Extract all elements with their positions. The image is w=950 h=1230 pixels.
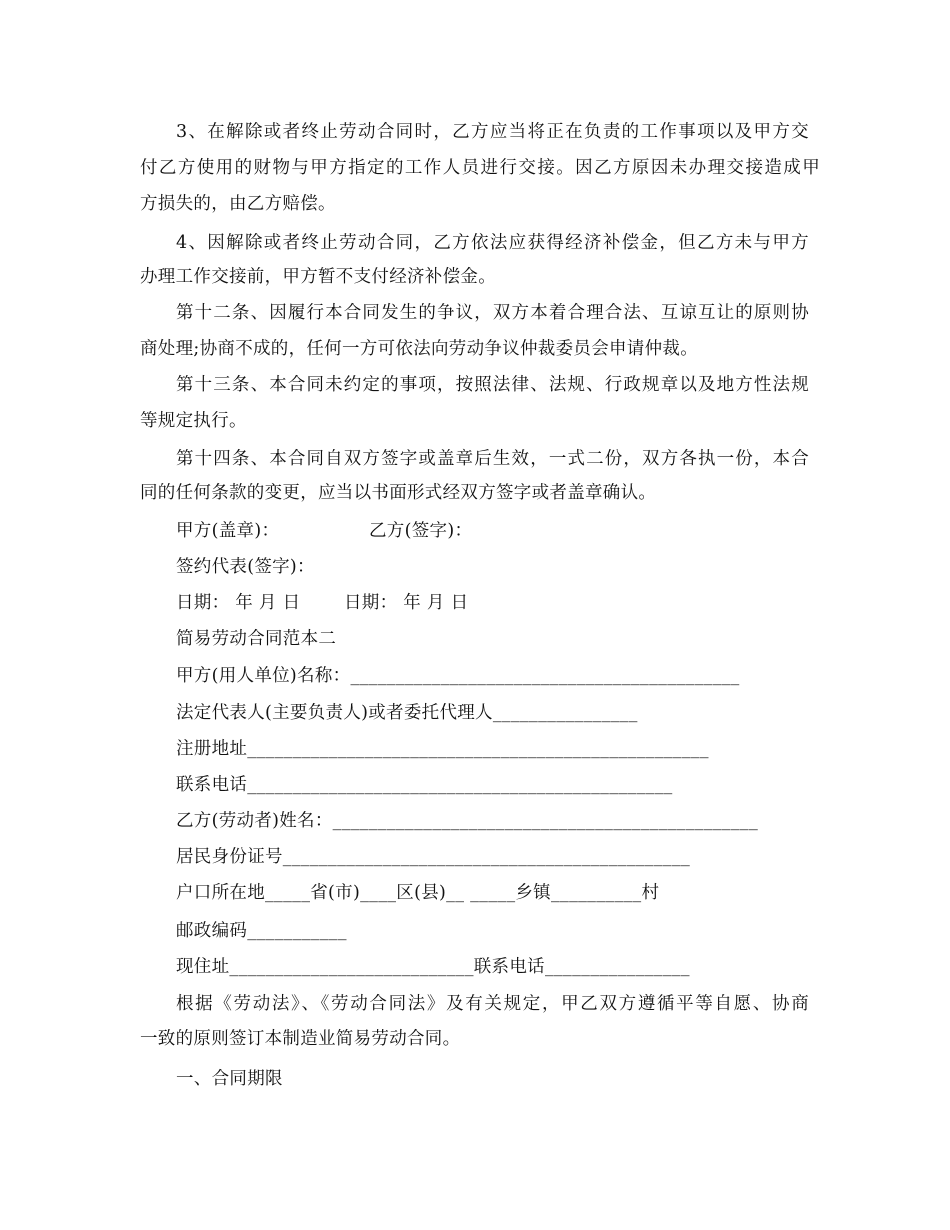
party-b-sign-label: 乙方(签字)： [369, 521, 473, 541]
legal-representative-field: 法定代表人(主要负责人)或者委托代理人________________ [176, 703, 638, 723]
paragraph-line: 一致的原则签订本制造业简易劳动合同。 [140, 1029, 461, 1049]
paragraph-line: 等规定执行。 [140, 411, 247, 431]
postal-code-field: 邮政编码___________ [176, 921, 347, 941]
employer-name-field: 甲方(用人单位)名称：___________________________________________ [176, 666, 740, 686]
paragraph-line: 商处理;协商不成的，任何一方可依法向劳动争议仲裁委员会申请仲裁。 [140, 339, 698, 359]
representative-sign-label: 签约代表(签字)： [176, 557, 315, 577]
paragraph-line: 第十二条、因履行本合同发生的争议，双方本着合理合法、互谅互让的原则协 [176, 303, 809, 323]
employer-phone-field: 联系电话_______________________________________________ [176, 775, 673, 795]
paragraph-line: 第十四条、本合同自双方签字或盖章后生效，一式二份，双方各执一份，本合 [176, 449, 809, 469]
paragraph-line: 同的任何条款的变更，应当以书面形式经双方签字或者盖章确认。 [140, 483, 657, 503]
paragraph-line: 方损失的，由乙方赔偿。 [140, 194, 336, 214]
id-number-field: 居民身份证号_____________________________________________ [176, 847, 691, 867]
party-a-seal-label: 甲方(盖章)： [176, 521, 280, 541]
date-b-label: 日期： 年 月 日 [344, 593, 469, 613]
paragraph-line: 3、在解除或者终止劳动合同时，乙方应当将正在负责的工作事项以及甲方交 [176, 122, 809, 142]
employee-name-field: 乙方(劳动者)姓名：_______________________________________________ [176, 811, 759, 831]
paragraph-line: 第十三条、本合同未约定的事项，按照法律、法规、行政规章以及地方性法规 [176, 375, 809, 395]
hukou-location-field: 户口所在地_____省(市)____区(县)__ _____乡镇__________村 [176, 883, 660, 903]
registered-address-field: 注册地址___________________________________________________ [176, 739, 709, 759]
paragraph-line: 付乙方使用的财物与甲方指定的工作人员进行交接。因乙方原因未办理交接造成甲 [140, 158, 820, 178]
paragraph-line: 办理工作交接前，甲方暂不支付经济补偿金。 [140, 267, 496, 287]
date-a-label: 日期： 年 月 日 [176, 593, 301, 613]
current-address-field: 现住址___________________________联系电话________________ [176, 957, 690, 977]
paragraph-line: 根据《劳动法》、《劳动合同法》及有关规定，甲乙双方遵循平等自愿、协商 [176, 994, 809, 1014]
section-title: 简易劳动合同范本二 [176, 629, 337, 649]
paragraph-line: 4、因解除或者终止劳动合同，乙方依法应获得经济补偿金，但乙方未与甲方 [176, 233, 809, 253]
contract-term-heading: 一、合同期限 [176, 1069, 283, 1089]
